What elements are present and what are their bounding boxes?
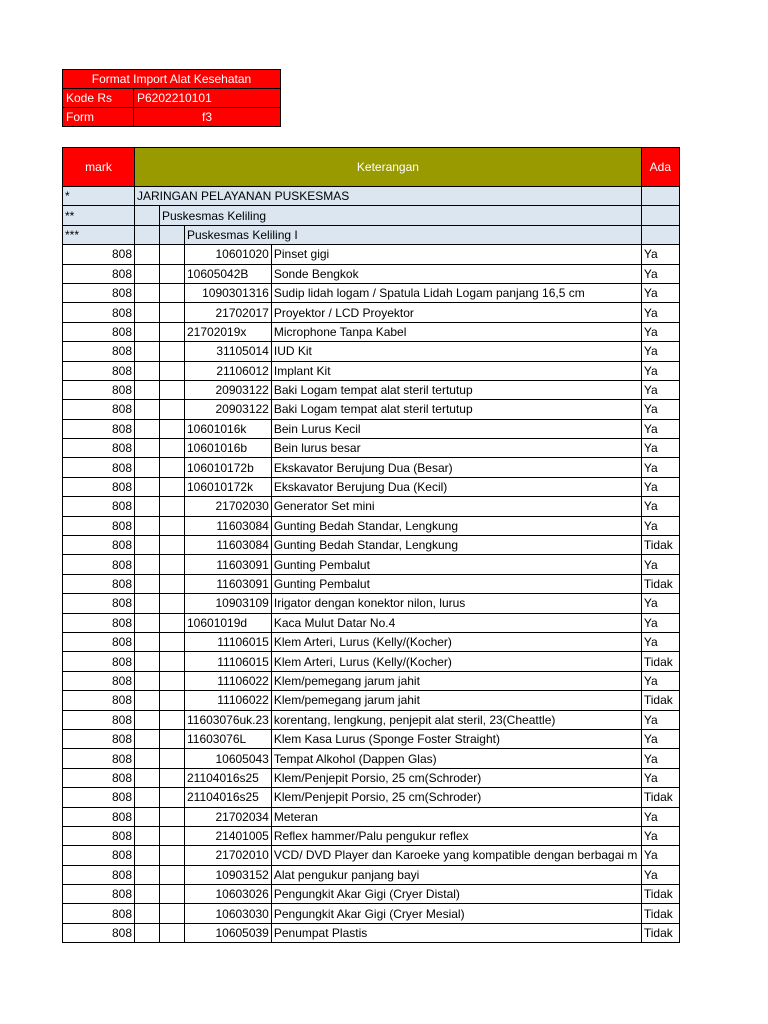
table-row bbox=[63, 613, 680, 632]
indent-cell[interactable] bbox=[135, 923, 160, 942]
indent-cell[interactable] bbox=[160, 749, 185, 768]
indent-cell[interactable] bbox=[135, 380, 160, 399]
mark-cell[interactable]: 808 bbox=[63, 885, 135, 904]
indent-cell[interactable] bbox=[135, 729, 160, 748]
code-cell[interactable]: 11603076L bbox=[185, 729, 272, 748]
code-cell[interactable]: 21702019x bbox=[185, 322, 272, 341]
keterangan-cell[interactable]: Pengungkit Akar Gigi (Cryer Mesial) bbox=[271, 904, 641, 923]
indent-cell[interactable] bbox=[160, 516, 185, 535]
indent-cell[interactable] bbox=[160, 361, 185, 380]
keterangan-cell[interactable]: Meteran bbox=[271, 807, 641, 826]
code-cell[interactable]: 11106015 bbox=[185, 632, 272, 651]
kode-rs-value[interactable]: P6202210101 bbox=[134, 89, 281, 108]
ada-cell[interactable]: Ya bbox=[641, 283, 679, 302]
keterangan-cell[interactable]: Microphone Tanpa Kabel bbox=[271, 322, 641, 341]
keterangan-cell[interactable]: Sonde Bengkok bbox=[271, 264, 641, 283]
ada-cell[interactable]: Ya bbox=[641, 671, 679, 690]
indent-cell[interactable] bbox=[160, 632, 185, 651]
table-row bbox=[63, 439, 680, 458]
indent-cell[interactable] bbox=[160, 419, 185, 438]
code-cell[interactable]: 10903152 bbox=[185, 865, 272, 884]
code-cell[interactable]: 11603091 bbox=[185, 555, 272, 574]
mark-cell[interactable]: 808 bbox=[63, 477, 135, 496]
ada-cell[interactable]: Tidak bbox=[641, 574, 679, 593]
group-row-level2 bbox=[63, 206, 680, 225]
code-cell[interactable]: 11106022 bbox=[185, 671, 272, 690]
code-cell[interactable]: 21401005 bbox=[185, 826, 272, 845]
column-header-row bbox=[63, 148, 680, 187]
indent-cell[interactable] bbox=[135, 632, 160, 651]
indent-cell[interactable] bbox=[135, 749, 160, 768]
keterangan-cell[interactable]: Gunting Pembalut bbox=[271, 555, 641, 574]
code-cell[interactable]: 10603030 bbox=[185, 904, 272, 923]
keterangan-cell[interactable]: Bein Lurus Kecil bbox=[271, 419, 641, 438]
indent-cell[interactable] bbox=[160, 613, 185, 632]
col-header-keterangan[interactable]: Keterangan bbox=[135, 148, 642, 187]
table-row bbox=[63, 691, 680, 710]
ada-cell[interactable]: Ya bbox=[641, 555, 679, 574]
form-value[interactable]: f3 bbox=[134, 108, 281, 127]
table-row bbox=[63, 671, 680, 690]
mark-cell[interactable]: 808 bbox=[63, 380, 135, 399]
code-cell[interactable]: 10605043 bbox=[185, 749, 272, 768]
code-cell[interactable]: 10601020 bbox=[185, 245, 272, 264]
keterangan-cell[interactable]: Klem/Penjepit Porsio, 25 cm(Schroder) bbox=[271, 768, 641, 787]
indent-cell[interactable] bbox=[160, 671, 185, 690]
ada-cell[interactable]: Ya bbox=[641, 710, 679, 729]
indent-cell[interactable] bbox=[135, 574, 160, 593]
ada-cell[interactable]: Ya bbox=[641, 264, 679, 283]
mark-cell[interactable]: 808 bbox=[63, 788, 135, 807]
indent-cell[interactable] bbox=[160, 555, 185, 574]
indent-cell[interactable] bbox=[160, 322, 185, 341]
keterangan-cell[interactable]: Penumpat Plastis bbox=[271, 923, 641, 942]
ada-cell[interactable]: Ya bbox=[641, 419, 679, 438]
indent-cell[interactable] bbox=[135, 671, 160, 690]
mark-cell[interactable]: 808 bbox=[63, 729, 135, 748]
indent-cell[interactable] bbox=[135, 652, 160, 671]
indent-cell[interactable] bbox=[135, 536, 160, 555]
ada-cell[interactable]: Tidak bbox=[641, 652, 679, 671]
table-row bbox=[63, 419, 680, 438]
table-row bbox=[63, 497, 680, 516]
mark-cell[interactable]: 808 bbox=[63, 322, 135, 341]
table-row bbox=[63, 826, 680, 845]
table-row bbox=[63, 536, 680, 555]
mark-cell[interactable]: 808 bbox=[63, 497, 135, 516]
indent-cell[interactable] bbox=[135, 322, 160, 341]
indent-cell[interactable] bbox=[135, 245, 160, 264]
indent-cell[interactable] bbox=[160, 264, 185, 283]
mark-cell[interactable]: 808 bbox=[63, 846, 135, 865]
keterangan-cell[interactable]: VCD/ DVD Player dan Karoeke yang kompatible dengan berbagai m bbox=[271, 846, 641, 865]
ada-cell[interactable]: Ya bbox=[641, 477, 679, 496]
table-row bbox=[63, 807, 680, 826]
mark-cell[interactable]: 808 bbox=[63, 361, 135, 380]
keterangan-cell[interactable]: Tempat Alkohol (Dappen Glas) bbox=[271, 749, 641, 768]
keterangan-cell[interactable]: Klem Kasa Lurus (Sponge Foster Straight) bbox=[271, 729, 641, 748]
mark-cell[interactable]: 808 bbox=[63, 283, 135, 302]
table-row bbox=[63, 303, 680, 322]
ada-cell[interactable]: Ya bbox=[641, 768, 679, 787]
group-ada-cell[interactable] bbox=[641, 225, 679, 244]
ada-cell[interactable]: Ya bbox=[641, 807, 679, 826]
table-row bbox=[63, 380, 680, 399]
indent-cell[interactable] bbox=[160, 536, 185, 555]
indent-cell[interactable] bbox=[135, 904, 160, 923]
kode-rs-label[interactable]: Kode Rs bbox=[63, 89, 134, 108]
keterangan-cell[interactable]: Gunting Bedah Standar, Lengkung bbox=[271, 536, 641, 555]
mark-cell[interactable]: 808 bbox=[63, 826, 135, 845]
table-row bbox=[63, 865, 680, 884]
indent-cell[interactable] bbox=[160, 380, 185, 399]
ada-cell[interactable]: Ya bbox=[641, 458, 679, 477]
mark-cell[interactable]: 808 bbox=[63, 536, 135, 555]
code-cell[interactable]: 20903122 bbox=[185, 380, 272, 399]
indent-cell[interactable] bbox=[160, 652, 185, 671]
indent-cell[interactable] bbox=[135, 439, 160, 458]
code-cell[interactable]: 21702034 bbox=[185, 807, 272, 826]
indent-cell[interactable] bbox=[160, 729, 185, 748]
indent-cell[interactable] bbox=[160, 342, 185, 361]
code-cell[interactable]: 10601019d bbox=[185, 613, 272, 632]
group-label[interactable]: Puskesmas Keliling bbox=[160, 206, 642, 225]
indent-cell[interactable] bbox=[135, 613, 160, 632]
code-cell[interactable]: 10605039 bbox=[185, 923, 272, 942]
mark-cell[interactable]: 808 bbox=[63, 400, 135, 419]
keterangan-cell[interactable]: Klem Arteri, Lurus (Kelly/(Kocher) bbox=[271, 632, 641, 651]
table-row bbox=[63, 361, 680, 380]
table-row bbox=[63, 516, 680, 535]
mark-cell[interactable]: 808 bbox=[63, 807, 135, 826]
table-row bbox=[63, 400, 680, 419]
ada-cell[interactable]: Ya bbox=[641, 729, 679, 748]
ada-cell[interactable]: Ya bbox=[641, 497, 679, 516]
mark-cell[interactable]: 808 bbox=[63, 710, 135, 729]
keterangan-cell[interactable]: Kaca Mulut Datar No.4 bbox=[271, 613, 641, 632]
indent-cell[interactable] bbox=[160, 691, 185, 710]
mark-cell[interactable]: 808 bbox=[63, 652, 135, 671]
indent-cell[interactable] bbox=[135, 691, 160, 710]
keterangan-cell[interactable]: Klem/Penjepit Porsio, 25 cm(Schroder) bbox=[271, 788, 641, 807]
code-cell[interactable]: 10601016b bbox=[185, 439, 272, 458]
group-label[interactable]: JARINGAN PELAYANAN PUSKESMAS bbox=[135, 187, 642, 206]
indent-cell[interactable] bbox=[135, 283, 160, 302]
ada-cell[interactable]: Ya bbox=[641, 749, 679, 768]
ada-cell[interactable]: Tidak bbox=[641, 885, 679, 904]
code-cell[interactable]: 106010172k bbox=[185, 477, 272, 496]
group-mark[interactable]: ** bbox=[63, 206, 135, 225]
ada-cell[interactable]: Tidak bbox=[641, 904, 679, 923]
indent-cell[interactable] bbox=[135, 788, 160, 807]
indent-cell[interactable] bbox=[135, 555, 160, 574]
table-row bbox=[63, 264, 680, 283]
indent-cell[interactable] bbox=[135, 303, 160, 322]
indent-cell[interactable] bbox=[135, 264, 160, 283]
code-cell[interactable]: 10603026 bbox=[185, 885, 272, 904]
table-row bbox=[63, 846, 680, 865]
code-cell[interactable]: 11603084 bbox=[185, 516, 272, 535]
ada-cell[interactable]: Ya bbox=[641, 400, 679, 419]
keterangan-cell[interactable]: Reflex hammer/Palu pengukur reflex bbox=[271, 826, 641, 845]
group-mark[interactable]: *** bbox=[63, 225, 135, 244]
import-header-block bbox=[62, 69, 281, 127]
code-cell[interactable]: 21106012 bbox=[185, 361, 272, 380]
code-cell[interactable]: 10903109 bbox=[185, 594, 272, 613]
indent-cell[interactable] bbox=[160, 788, 185, 807]
keterangan-cell[interactable]: Gunting Bedah Standar, Lengkung bbox=[271, 516, 641, 535]
ada-cell[interactable]: Ya bbox=[641, 594, 679, 613]
ada-cell[interactable]: Ya bbox=[641, 632, 679, 651]
indent-cell[interactable] bbox=[160, 574, 185, 593]
table-row bbox=[63, 283, 680, 302]
table-row bbox=[63, 652, 680, 671]
ada-cell[interactable]: Ya bbox=[641, 322, 679, 341]
code-cell[interactable]: 21702017 bbox=[185, 303, 272, 322]
indent-cell[interactable] bbox=[160, 865, 185, 884]
ada-cell[interactable]: Ya bbox=[641, 613, 679, 632]
code-cell[interactable]: 1090301316 bbox=[185, 283, 272, 302]
group-mark[interactable]: * bbox=[63, 187, 135, 206]
table-row bbox=[63, 245, 680, 264]
table-row bbox=[63, 632, 680, 651]
col-header-mark[interactable]: mark bbox=[63, 148, 135, 187]
ada-cell[interactable]: Tidak bbox=[641, 536, 679, 555]
indent-cell[interactable] bbox=[160, 245, 185, 264]
keterangan-cell[interactable]: Generator Set mini bbox=[271, 497, 641, 516]
keterangan-cell[interactable]: Klem/pemegang jarum jahit bbox=[271, 671, 641, 690]
group-ada-cell[interactable] bbox=[641, 187, 679, 206]
indent-cell[interactable] bbox=[160, 497, 185, 516]
indent-cell[interactable] bbox=[160, 710, 185, 729]
mark-cell[interactable]: 808 bbox=[63, 303, 135, 322]
indent-cell[interactable] bbox=[135, 342, 160, 361]
mark-cell[interactable]: 808 bbox=[63, 264, 135, 283]
indent-cell[interactable] bbox=[160, 885, 185, 904]
mark-cell[interactable]: 808 bbox=[63, 904, 135, 923]
code-cell[interactable]: 11603084 bbox=[185, 536, 272, 555]
keterangan-cell[interactable]: Ekskavator Berujung Dua (Kecil) bbox=[271, 477, 641, 496]
keterangan-cell[interactable]: Alat pengukur panjang bayi bbox=[271, 865, 641, 884]
ada-cell[interactable]: Tidak bbox=[641, 923, 679, 942]
group-row-level3 bbox=[63, 225, 680, 244]
indent-cell[interactable] bbox=[160, 225, 185, 244]
equipment-sheet bbox=[62, 147, 680, 943]
header-title[interactable]: Format Import Alat Kesehatan bbox=[63, 70, 281, 89]
mark-cell[interactable]: 808 bbox=[63, 923, 135, 942]
ada-cell[interactable]: Ya bbox=[641, 303, 679, 322]
indent-cell[interactable] bbox=[135, 710, 160, 729]
keterangan-cell[interactable]: korentang, lengkung, penjepit alat steril, 23(Cheattle) bbox=[271, 710, 641, 729]
code-cell[interactable]: 11106015 bbox=[185, 652, 272, 671]
mark-cell[interactable]: 808 bbox=[63, 865, 135, 884]
keterangan-cell[interactable]: Gunting Pembalut bbox=[271, 574, 641, 593]
code-cell[interactable]: 11106022 bbox=[185, 691, 272, 710]
indent-cell[interactable] bbox=[160, 768, 185, 787]
mark-cell[interactable]: 808 bbox=[63, 594, 135, 613]
indent-cell[interactable] bbox=[135, 594, 160, 613]
code-cell[interactable]: 106010172b bbox=[185, 458, 272, 477]
indent-cell[interactable] bbox=[135, 826, 160, 845]
keterangan-cell[interactable]: Sudip lidah logam / Spatula Lidah Logam panjang 16,5 cm bbox=[271, 283, 641, 302]
mark-cell[interactable]: 808 bbox=[63, 768, 135, 787]
mark-cell[interactable]: 808 bbox=[63, 245, 135, 264]
mark-cell[interactable]: 808 bbox=[63, 342, 135, 361]
group-label[interactable]: Puskesmas Keliling I bbox=[185, 225, 642, 244]
mark-cell[interactable]: 808 bbox=[63, 574, 135, 593]
table-row bbox=[63, 594, 680, 613]
keterangan-cell[interactable]: Pengungkit Akar Gigi (Cryer Distal) bbox=[271, 885, 641, 904]
mark-cell[interactable]: 808 bbox=[63, 632, 135, 651]
keterangan-cell[interactable]: Baki Logam tempat alat steril tertutup bbox=[271, 380, 641, 399]
mark-cell[interactable]: 808 bbox=[63, 516, 135, 535]
table-row bbox=[63, 574, 680, 593]
mark-cell[interactable]: 808 bbox=[63, 458, 135, 477]
table-row bbox=[63, 768, 680, 787]
keterangan-cell[interactable]: Baki Logam tempat alat steril tertutup bbox=[271, 400, 641, 419]
group-ada-cell[interactable] bbox=[641, 206, 679, 225]
mark-cell[interactable]: 808 bbox=[63, 419, 135, 438]
form-label[interactable]: Form bbox=[63, 108, 134, 127]
table-row bbox=[63, 885, 680, 904]
code-cell[interactable]: 21104016s25 bbox=[185, 788, 272, 807]
ada-cell[interactable]: Ya bbox=[641, 846, 679, 865]
indent-cell[interactable] bbox=[135, 206, 160, 225]
table-row bbox=[63, 710, 680, 729]
indent-cell[interactable] bbox=[160, 923, 185, 942]
mark-cell[interactable]: 808 bbox=[63, 555, 135, 574]
ada-cell[interactable]: Ya bbox=[641, 439, 679, 458]
indent-cell[interactable] bbox=[160, 458, 185, 477]
indent-cell[interactable] bbox=[135, 846, 160, 865]
indent-cell[interactable] bbox=[135, 768, 160, 787]
indent-cell[interactable] bbox=[160, 400, 185, 419]
indent-cell[interactable] bbox=[160, 594, 185, 613]
ada-cell[interactable]: Ya bbox=[641, 826, 679, 845]
table-row bbox=[63, 342, 680, 361]
code-cell[interactable]: 21702010 bbox=[185, 846, 272, 865]
code-cell[interactable]: 31105014 bbox=[185, 342, 272, 361]
indent-cell[interactable] bbox=[160, 807, 185, 826]
indent-cell[interactable] bbox=[160, 846, 185, 865]
col-header-ada[interactable]: Ada bbox=[641, 148, 679, 187]
ada-cell[interactable]: Ya bbox=[641, 865, 679, 884]
indent-cell[interactable] bbox=[160, 477, 185, 496]
indent-cell[interactable] bbox=[135, 516, 160, 535]
indent-cell[interactable] bbox=[135, 458, 160, 477]
indent-cell[interactable] bbox=[160, 283, 185, 302]
ada-cell[interactable]: Tidak bbox=[641, 691, 679, 710]
ada-cell[interactable]: Ya bbox=[641, 342, 679, 361]
code-cell[interactable]: 10605042B bbox=[185, 264, 272, 283]
ada-cell[interactable]: Ya bbox=[641, 245, 679, 264]
table-row bbox=[63, 477, 680, 496]
indent-cell[interactable] bbox=[135, 807, 160, 826]
group-row-level1 bbox=[63, 187, 680, 206]
keterangan-cell[interactable]: Klem/pemegang jarum jahit bbox=[271, 691, 641, 710]
indent-cell[interactable] bbox=[135, 400, 160, 419]
code-cell[interactable]: 21104016s25 bbox=[185, 768, 272, 787]
indent-cell[interactable] bbox=[135, 419, 160, 438]
ada-cell[interactable]: Ya bbox=[641, 380, 679, 399]
keterangan-cell[interactable]: Klem Arteri, Lurus (Kelly/(Kocher) bbox=[271, 652, 641, 671]
keterangan-cell[interactable]: Implant Kit bbox=[271, 361, 641, 380]
code-cell[interactable]: 11603076uk.23 bbox=[185, 710, 272, 729]
ada-cell[interactable]: Ya bbox=[641, 361, 679, 380]
keterangan-cell[interactable]: Proyektor / LCD Proyektor bbox=[271, 303, 641, 322]
keterangan-cell[interactable]: IUD Kit bbox=[271, 342, 641, 361]
indent-cell[interactable] bbox=[160, 826, 185, 845]
table-row bbox=[63, 749, 680, 768]
keterangan-cell[interactable]: Ekskavator Berujung Dua (Besar) bbox=[271, 458, 641, 477]
indent-cell[interactable] bbox=[135, 361, 160, 380]
mark-cell[interactable]: 808 bbox=[63, 613, 135, 632]
ada-cell[interactable]: Ya bbox=[641, 516, 679, 535]
keterangan-cell[interactable]: Irigator dengan konektor nilon, lurus bbox=[271, 594, 641, 613]
indent-cell[interactable] bbox=[135, 865, 160, 884]
table-row bbox=[63, 923, 680, 942]
keterangan-cell[interactable]: Bein lurus besar bbox=[271, 439, 641, 458]
table-row bbox=[63, 904, 680, 923]
ada-cell[interactable]: Tidak bbox=[641, 788, 679, 807]
indent-cell[interactable] bbox=[160, 904, 185, 923]
table-row bbox=[63, 322, 680, 341]
code-cell[interactable]: 10601016k bbox=[185, 419, 272, 438]
mark-cell[interactable]: 808 bbox=[63, 691, 135, 710]
table-row bbox=[63, 458, 680, 477]
code-cell[interactable]: 21702030 bbox=[185, 497, 272, 516]
mark-cell[interactable]: 808 bbox=[63, 749, 135, 768]
indent-cell[interactable] bbox=[160, 303, 185, 322]
indent-cell[interactable] bbox=[135, 885, 160, 904]
code-cell[interactable]: 20903122 bbox=[185, 400, 272, 419]
indent-cell[interactable] bbox=[135, 477, 160, 496]
table-row bbox=[63, 729, 680, 748]
table-row bbox=[63, 788, 680, 807]
indent-cell[interactable] bbox=[135, 225, 160, 244]
code-cell[interactable]: 11603091 bbox=[185, 574, 272, 593]
indent-cell[interactable] bbox=[160, 439, 185, 458]
table-row bbox=[63, 555, 680, 574]
mark-cell[interactable]: 808 bbox=[63, 671, 135, 690]
mark-cell[interactable]: 808 bbox=[63, 439, 135, 458]
keterangan-cell[interactable]: Pinset gigi bbox=[271, 245, 641, 264]
indent-cell[interactable] bbox=[135, 497, 160, 516]
